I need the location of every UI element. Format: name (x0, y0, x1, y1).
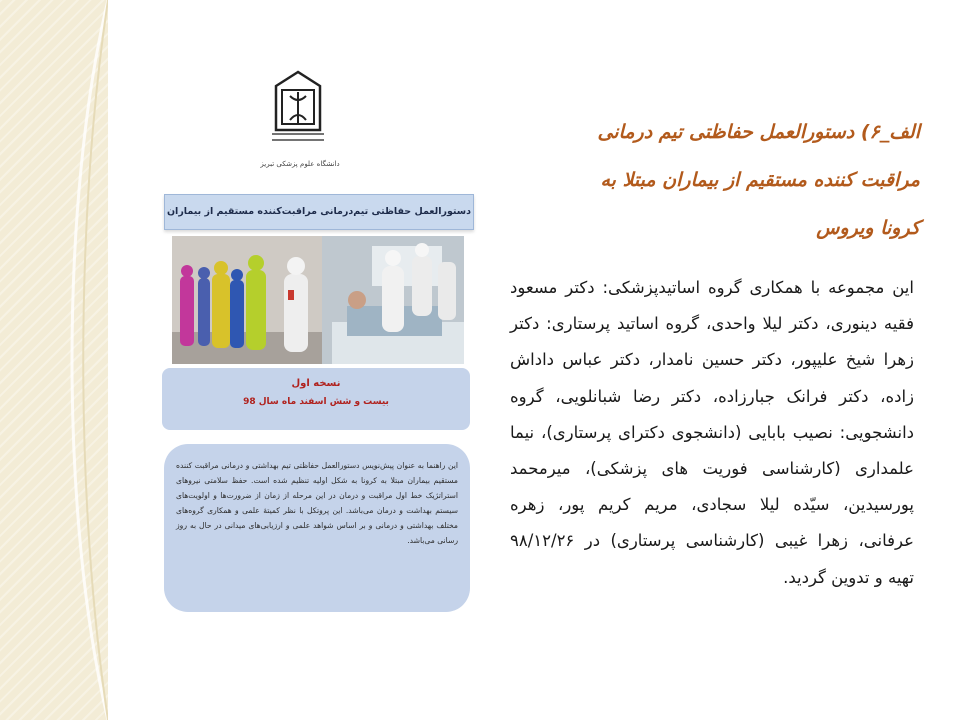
cover-banner: دستورالعمل حفاظتی تیم‌درمانی مراقبت‌کننده مستقیم از بیماران (164, 194, 474, 230)
section-heading (520, 108, 920, 252)
medical-staff-photo (172, 236, 464, 364)
edition-panel (162, 368, 470, 430)
heading-line-3: کرونا ویروس (816, 217, 920, 239)
university-logo-icon (268, 70, 328, 150)
decorative-curve (0, 0, 108, 720)
cover-summary: این راهنما به عنوان پیش‌نویس دستورالعمل حفاظتی تیم بهداشتی و درمانی مراقبت کننده مستقیم بیماران مبتلا به کرونا به شکل اولیه تنظیم شده است. حفظ سلامتی نیروهای استراتژیک خط اول مراقبت و درمان در این مرحله از زمان از ضرورت‌ها و اولویت‌های سیستم بهداشت و درمان می‌باشد. این پروتکل با نظر کمیتهٔ علمی و همکاری گروه‌های مختلف بهداشتی و درمانی و بر اساس شواهد علمی و ارزیابی‌های میدانی در حال به روز رسانی می‌باشد. (164, 444, 470, 612)
decorative-side-band (0, 0, 108, 720)
edition-date: بیست و شش اسفند ماه سال 98 (243, 397, 389, 407)
heading-line-2: مراقبت کننده مستقیم از بیماران مبتلا به (600, 169, 920, 191)
logo-caption: دانشگاه علوم پزشکی تبریز (260, 160, 340, 168)
contributors-paragraph: این مجموعه با همکاری گروه اساتیدپزشکی: دکتر مسعود فقیه دینوری، دکتر لیلا واحدی، گروه اساتید پرستاری: دکتر زهرا شیخ علیپور، دکتر حسین نامدار، دکتر عباس داداش زاده، دکتر فرانک جبارزاده، دکتر رضا شبانلویی، گروه دانشجویی: نصیب بابایی (دانشجوی دکترای پرستاری)، نیما علمداری (کارشناسی فوریت های پزشکی)، میرمحمد پورسیدین، سیّده لیلا سجادی، مریم کریم پور، زهره عرفانی، زهرا غیبی (کارشناسی پرستاری) در ۹۸/۱۲/۲۶ تهیه و تدوین گردید. (510, 278, 914, 587)
heading-line-1: الف_۶) دستورالعمل حفاظتی تیم درمانی (597, 121, 920, 143)
edition-label: نسخه اول (291, 378, 341, 389)
guideline-cover-image (150, 60, 480, 620)
